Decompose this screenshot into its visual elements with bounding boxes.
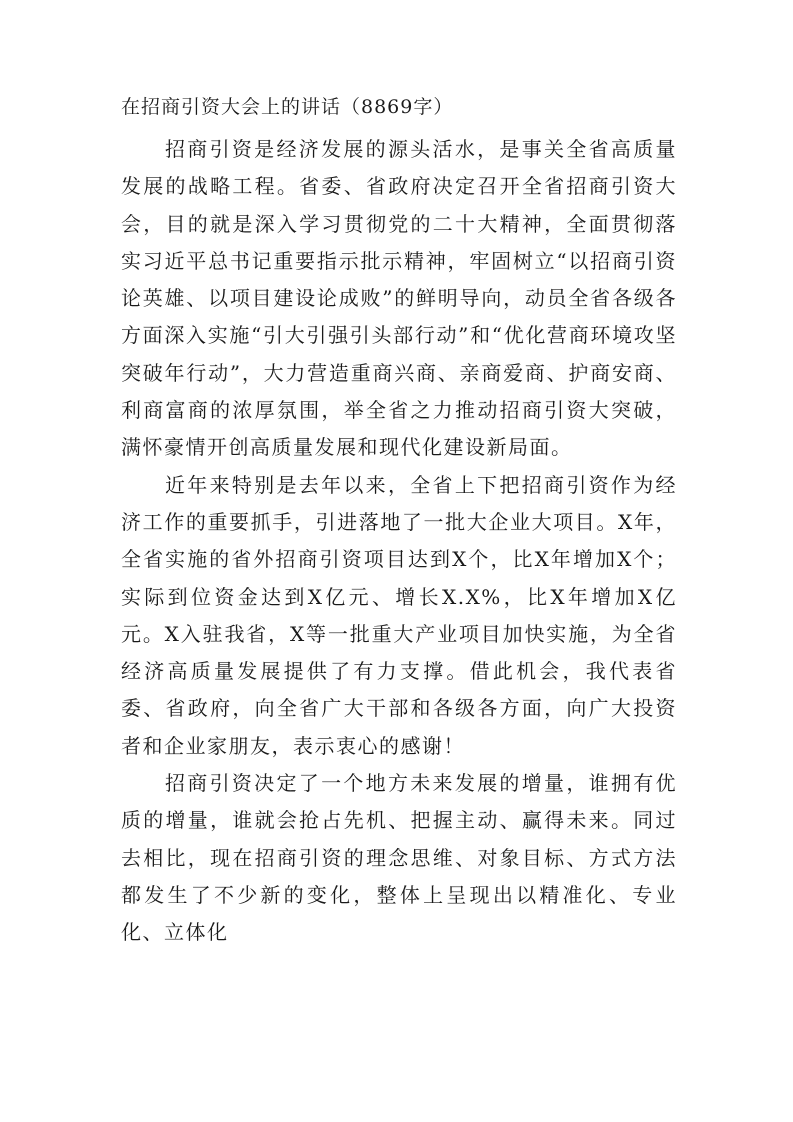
document-title: 在招商引资大会上的讲话（8869字） — [121, 96, 454, 118]
paragraph-trends: 招商引资决定了一个地方未来发展的增量，谁拥有优质的增量，谁就会抢占先机、把握主动、赢得未来。同过去相比，现在招商引资的理念思维、对象目标、方式方法都发生了不少新的变化，整体上呈现出以精准化、专业化、立体化 — [121, 771, 677, 945]
document-body — [121, 131, 677, 952]
paragraph-achievements: 近年来特别是去年以来，全省上下把招商引资作为经济工作的重要抓手，引进落地了一批大企业大项目。X年，全省实施的省外招商引资项目达到X个，比X年增加X个；实际到位资金达到X亿元、增长X.X%，比X年增加X亿元。X入驻我省，X等一批重大产业项目加快实施，为全省经济高质量发展提供了有力支撑。借此机会，我代表省委、省政府，向全省广大干部和各级各方面，向广大投资者和企业家朋友，表示衷心的感谢！ — [121, 472, 677, 758]
paragraph-intro: 招商引资是经济发展的源头活水，是事关全省高质量发展的战略工程。省委、省政府决定召开全省招商引资大会，目的就是深入学习贯彻党的二十大精神，全面贯彻落实习近平总书记重要指示批示精神，牢固树立“以招商引资论英雄、以项目建设论成败”的鲜明导向，动员全省各级各方面深入实施“引大引强引头部行动”和“优化营商环境攻坚突破年行动”，大力营造重商兴商、亲商爱商、护商安商、利商富商的浓厚氛围，举全省之力推动招商引资大突破，满怀豪情开创高质量发展和现代化建设新局面。 — [121, 137, 677, 460]
